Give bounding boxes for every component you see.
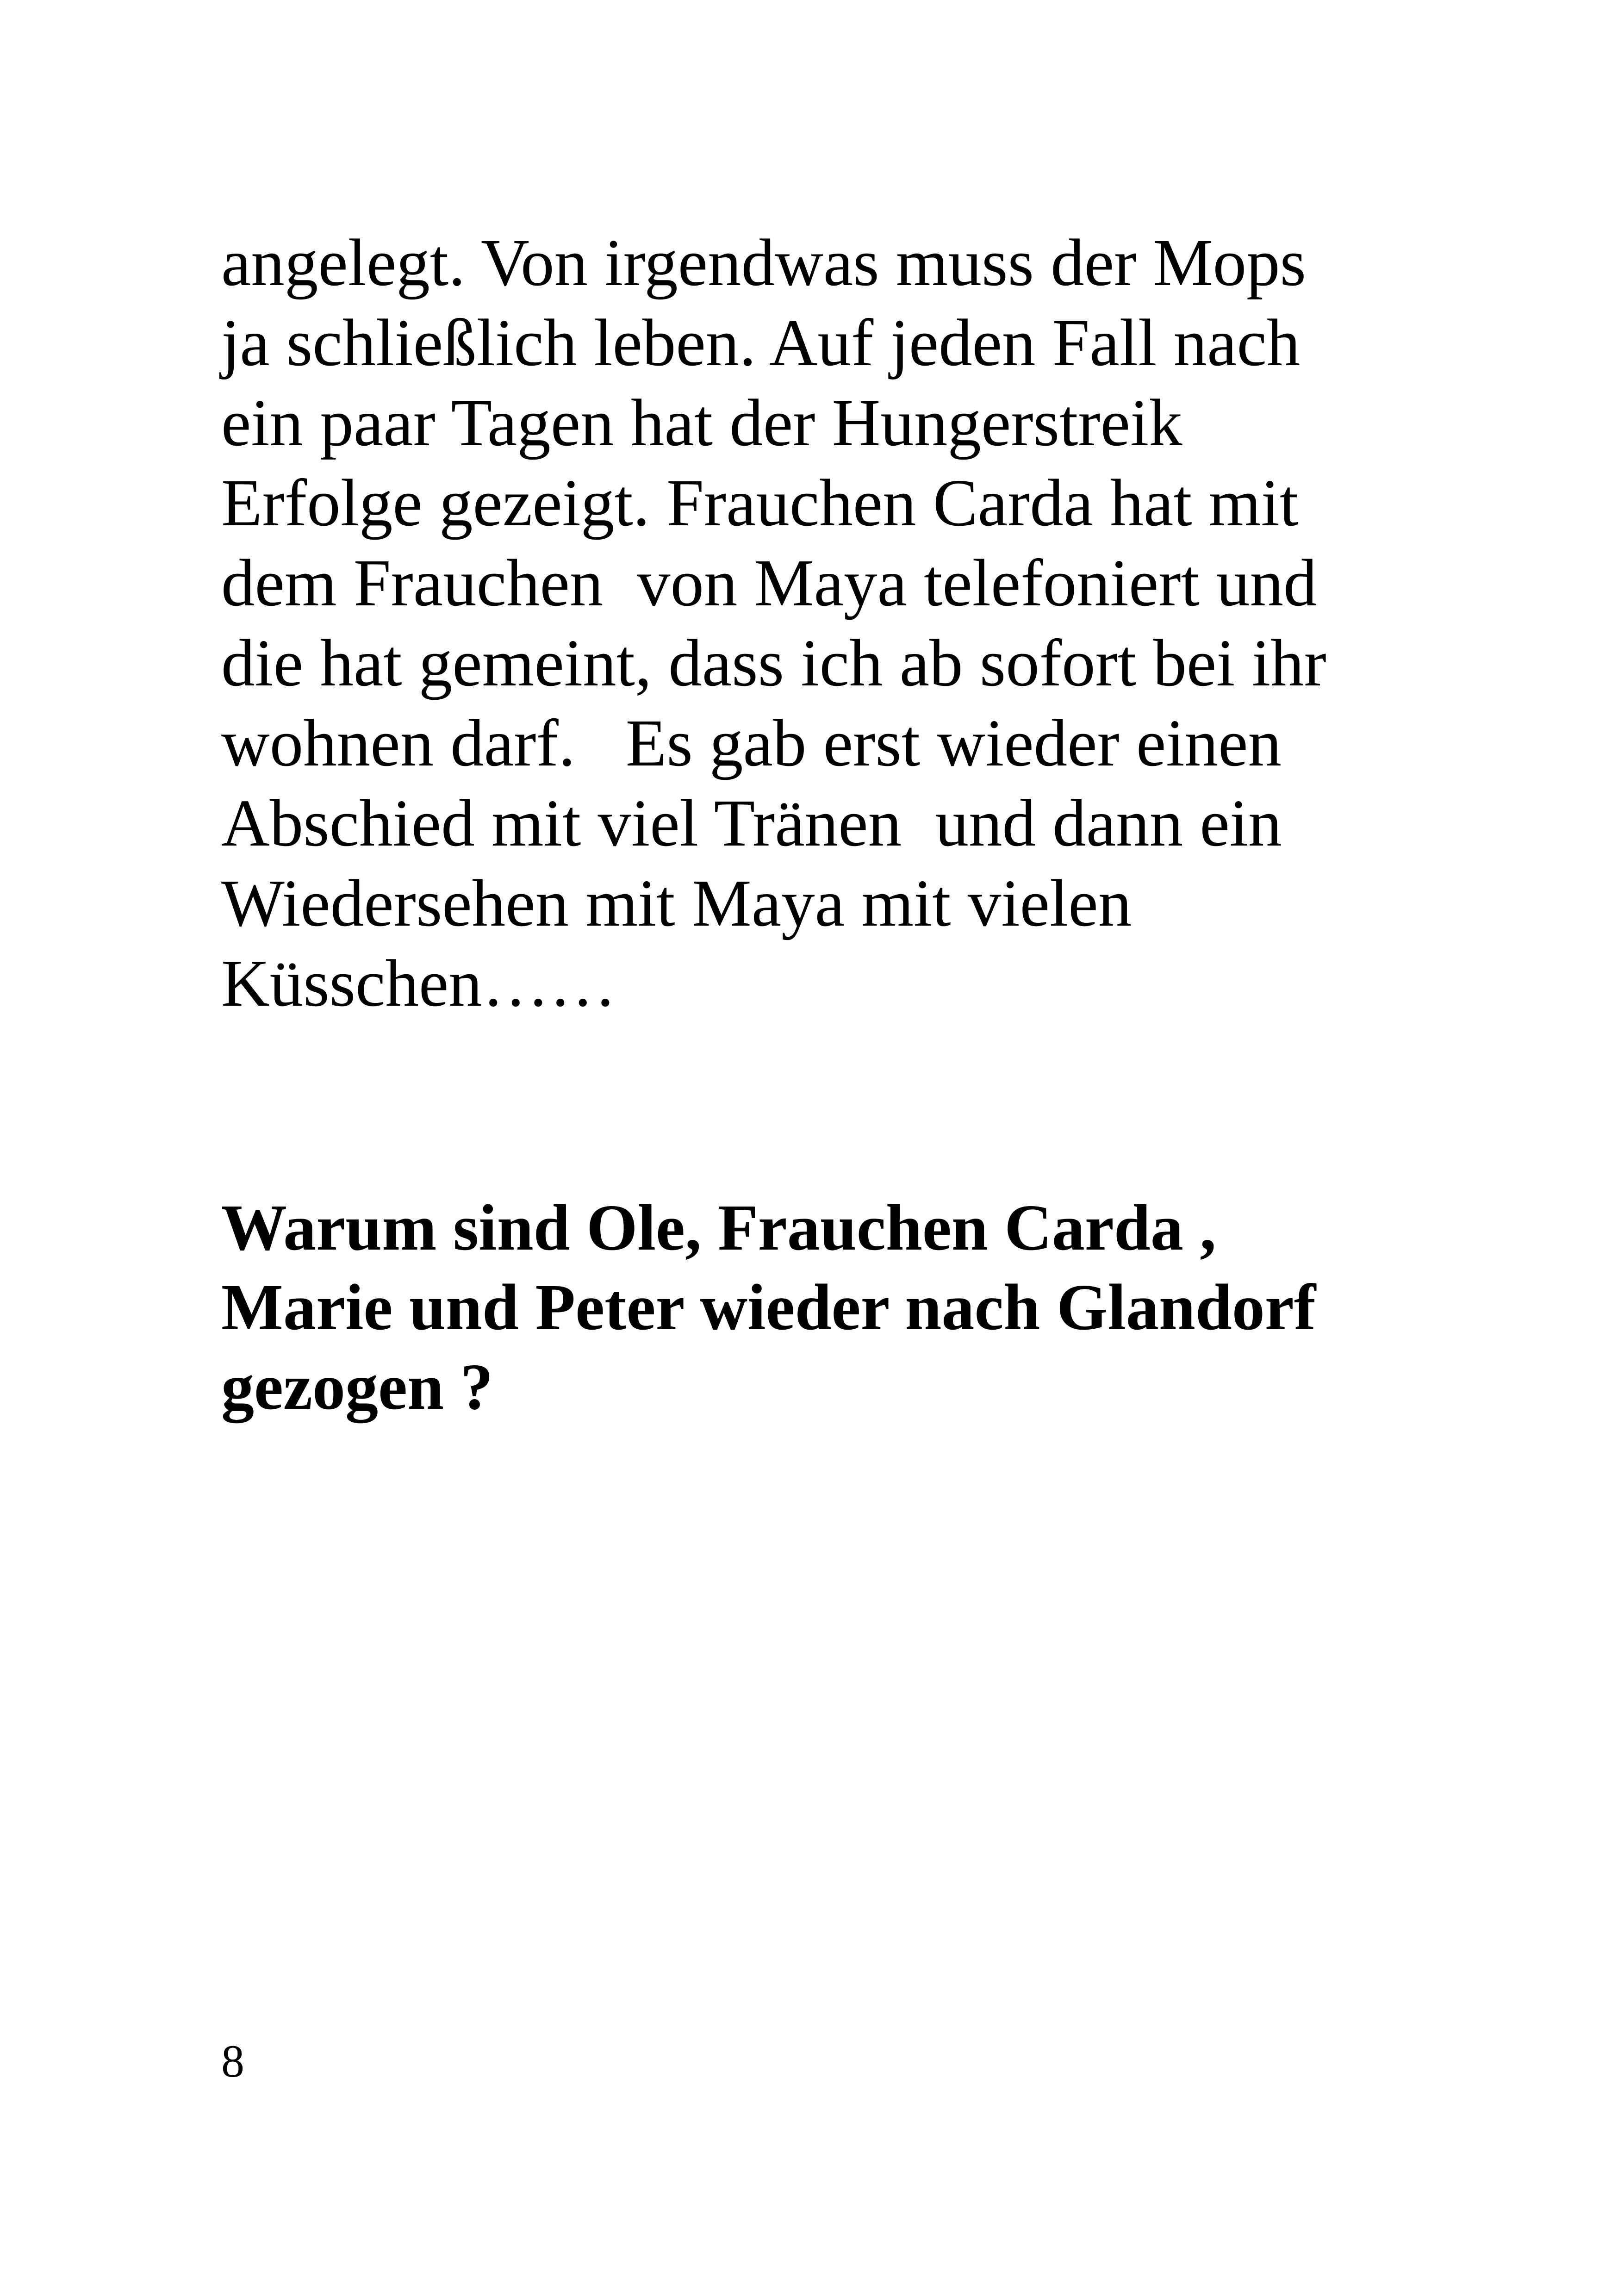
page-number: 8 (221, 2035, 244, 2087)
body-line: ein paar Tagen hat der Hungerstreik (221, 386, 1182, 460)
body-line: wohnen darf. Es gab erst wieder einen (221, 706, 1282, 780)
body-line: Wiedersehen mit Maya mit vielen (221, 866, 1132, 940)
heading-line: Warum sind Ole, Frauchen Carda , (221, 1191, 1216, 1264)
body-line: Abschied mit viel Tränen und dann ein (221, 786, 1282, 860)
body-line: Erfolge gezeigt. Frauchen Carda hat mit (221, 466, 1299, 540)
body-line: die hat gemeint, dass ich ab sofort bei ihr (221, 626, 1326, 700)
body-paragraph (221, 223, 1406, 1024)
question-heading (221, 1188, 1406, 1426)
body-line: angelegt. Von irgendwas muss der Mops (221, 226, 1307, 300)
body-line: ja schließlich leben. Auf jeden Fall nach (221, 306, 1301, 380)
body-line: Küsschen…… (221, 946, 616, 1020)
heading-line: Marie und Peter wieder nach Glandorf (221, 1270, 1316, 1344)
heading-line: gezogen ? (221, 1350, 493, 1423)
body-line: dem Frauchen von Maya telefoniert und (221, 546, 1317, 620)
